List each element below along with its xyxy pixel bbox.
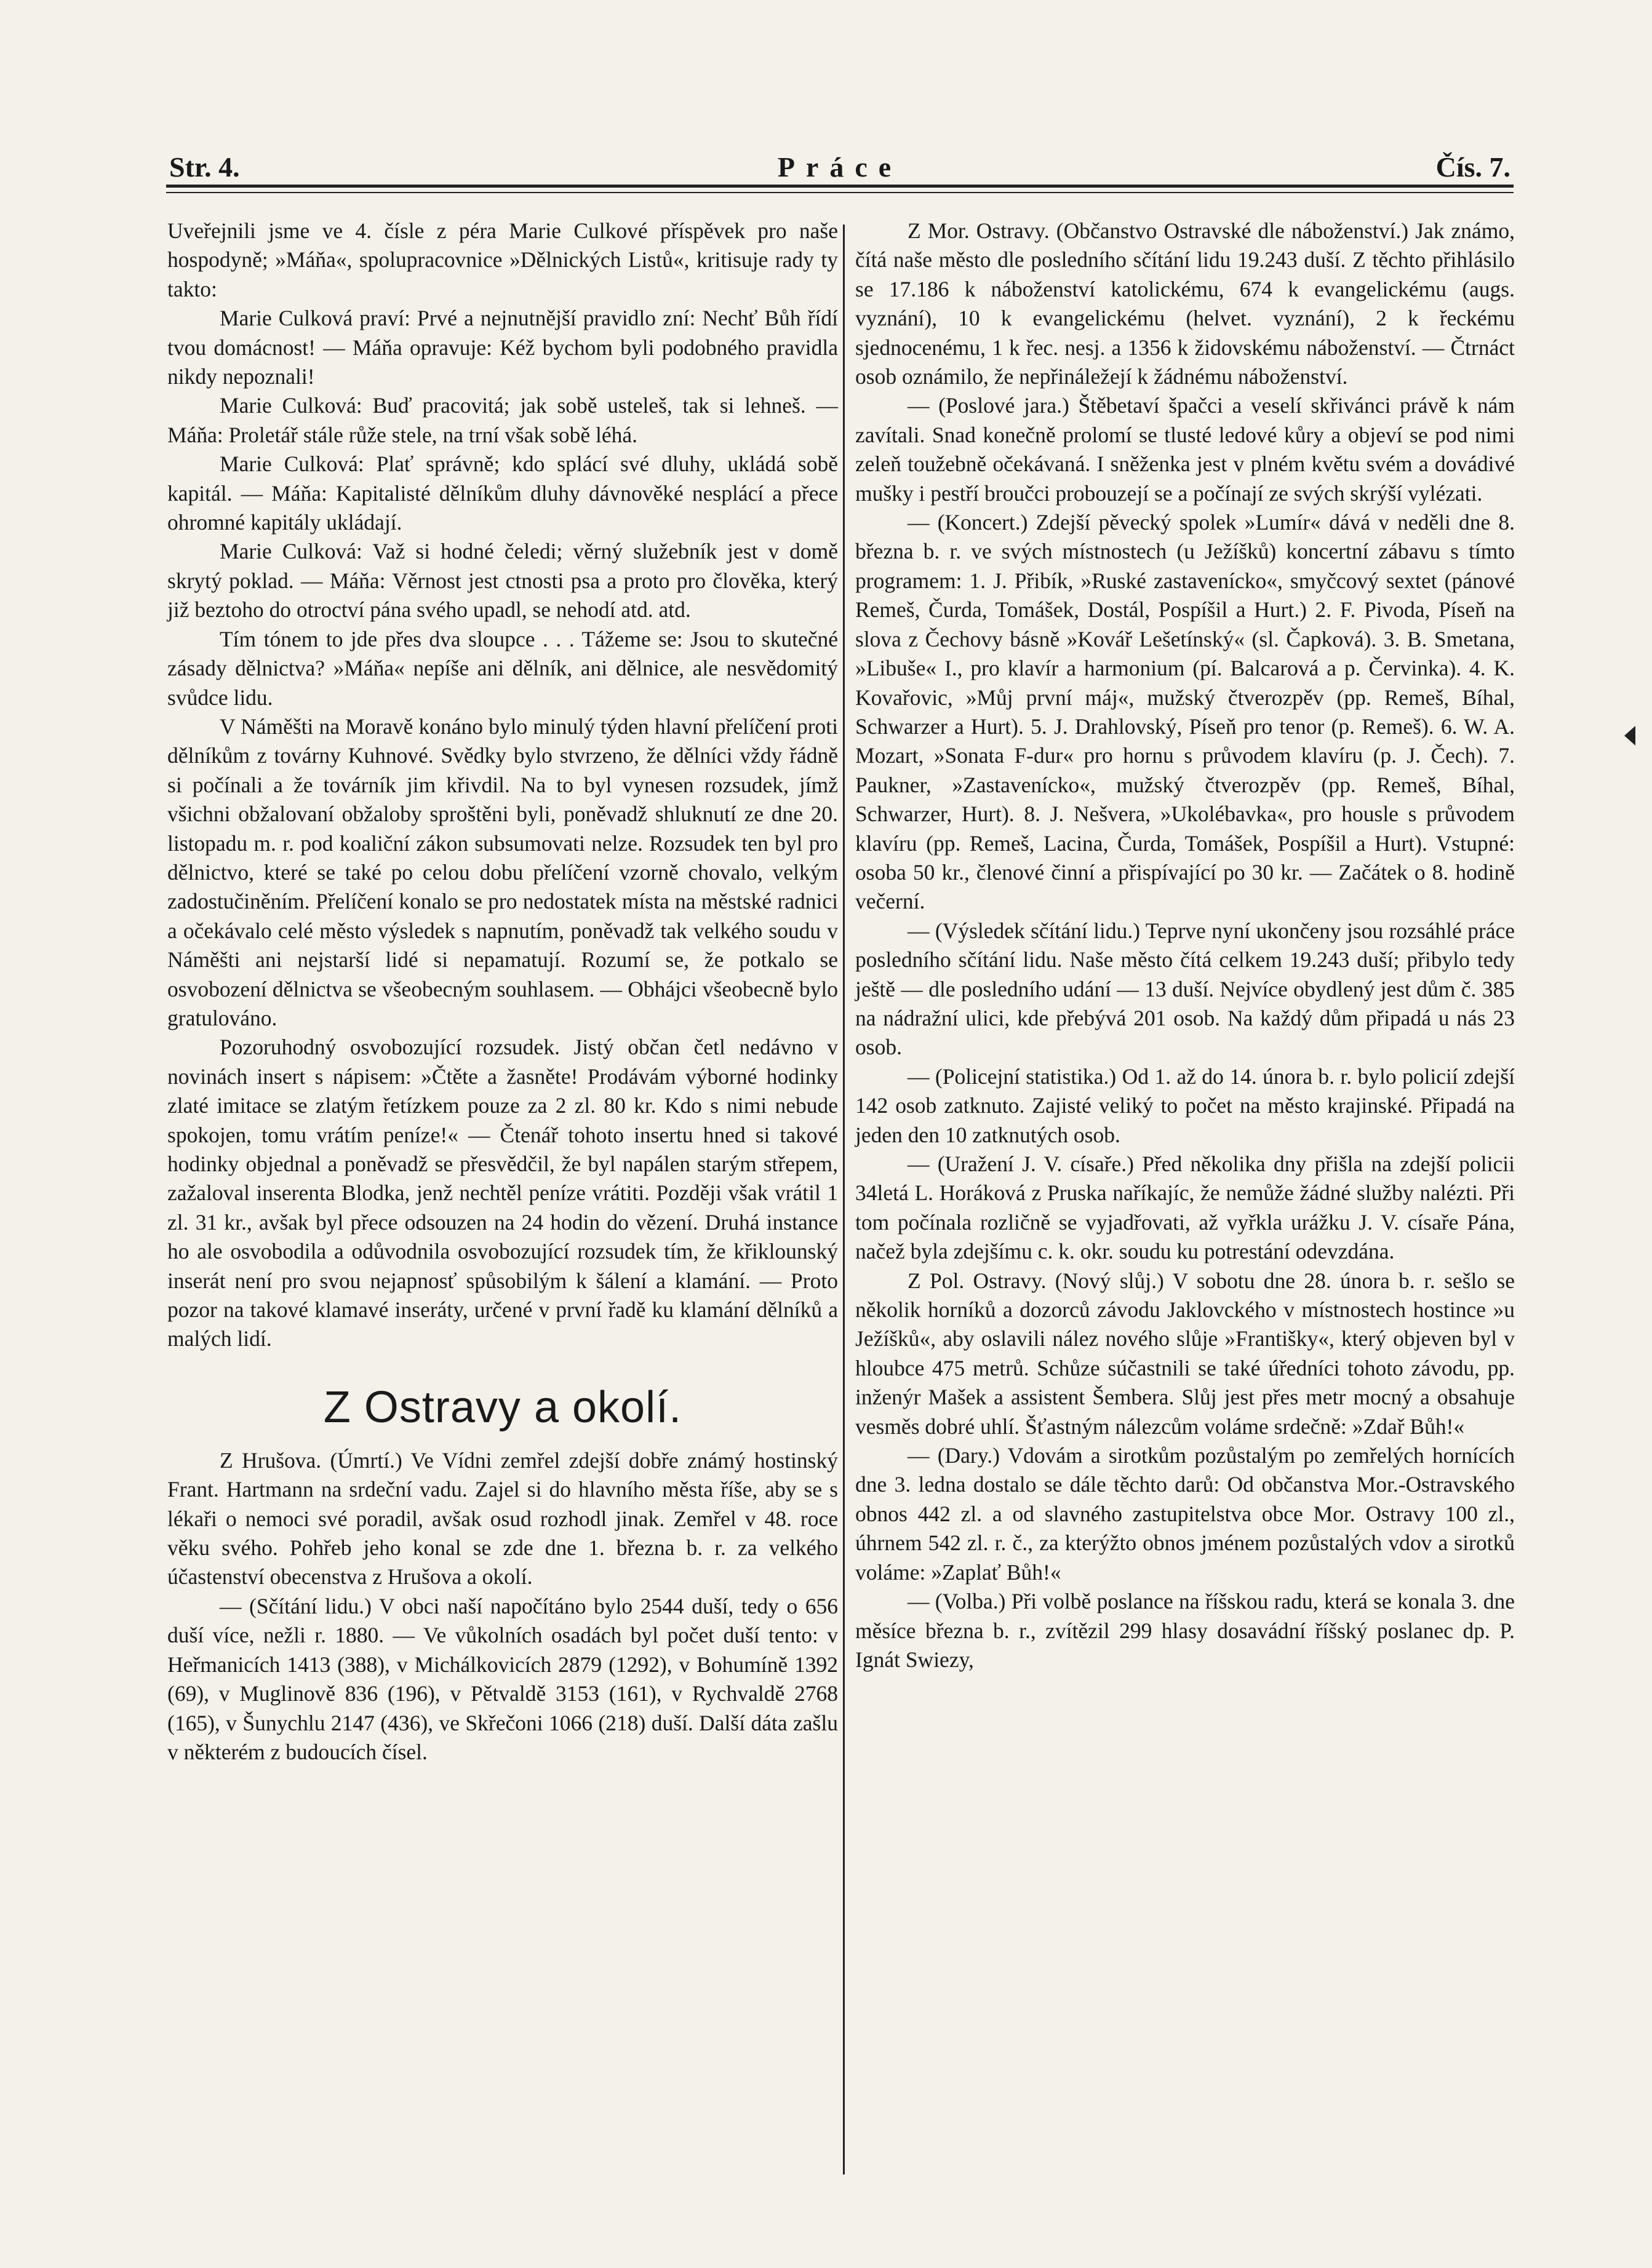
margin-arrow-icon <box>1624 726 1635 746</box>
article-culkova-intro: Uveřejnili jsme ve 4. čísle z péra Marie Culkové příspěvek pro naše hospodyně; »Máňa«, spolupracovnice »Dělnických Listů«, kritisuje rady ty takto: <box>167 218 838 301</box>
article-spring-messengers: — (Poslové jara.) Štěbetaví špačci a veselí skřivánci právě k nám zavítali. Snad konečně prolomí se tlusté ledové kůry a objeví se pod nimi zeleň toužebně očekávaná. I sněženka jest v plném květu svém a dovádivé mušky i pestří broučci probouzejí se a počínají ze svých skrýší vylézati. <box>855 393 1515 506</box>
masthead-title: Práce <box>777 151 903 183</box>
article-election: — (Volba.) Při volbě poslance na říšskou radu, která se konala 3. dne měsíce března b. r., zvítězil 299 hlasy dosavádní říšský poslanec dp. P. Ignát Swiezy, <box>855 1589 1515 1672</box>
page-number: Str. 4. <box>169 151 240 183</box>
article-hrusov-death: Z Hrušova. (Úmrtí.) Ve Vídni zemřel zdejší dobře známý hostinský Frant. Hartmann na srdeční vadu. Zajel si do hlavního města říše, aby se s lékaři o nemoci své poradil, avšak osud rozhodl jinak. Zemřel v 48. roce věku svého. Pohřeb jeho konal se zde dne 1. března b. r. za velkého účastenství obecenstva z Hrušova a okolí. <box>167 1447 838 1590</box>
article-culkova-rule-1: Marie Culková praví: Prvé a nejnutnější pravidlo zní: Nechť Bůh řídí tvou domácnost! — Máňa opravuje: Kéž bychom byli podobného pravidla nikdy nepoznali! <box>167 306 838 389</box>
article-culkova-rule-4: Marie Culková: Važ si hodné čeledi; věrný služebník jest v domě skrytý poklad. — Máňa: Věrnost jest ctnosti psa a proto pro člověka, který již beztoho do otroctví pána svého upadl, se nehodí atd. atd. <box>167 539 838 623</box>
section-title-ostrava: Z Ostravy a okolí. <box>323 1382 682 1432</box>
article-concert: — (Koncert.) Zdejší pěvecký spolek »Lumír« dává v neděli dne 8. března b. r. ve svých místnostech (u Ježíšků) koncertní zábavu s tímto programem: 1. J. Přibík, »Ruské zastavenícko«, smyčcový sextet (pánové Remeš, Čurda, Tomášek, Dostál, Pospíšil a Hurt.) 2. F. Pivoda, Píseň na slova z Čechovy básně »Kovář Lešetínský« (sl. Čapková). 3. B. Smetana, »Libuše« I., pro klavír a harmonium (pí. Balcarová a p. Červinka). 4. K. Kovařovic, »Můj první máj«, mužský čtverozpěv (pp. Remeš, Bíhal, Schwarzer a Hurt). 5. J. Drahlovský, Píseň pro tenor (p. Remeš). 6. W. A. Mozart, »Sonata F-dur« pro hornu s průvodem klavíru (p. J. Čech). 7. Paukner, »Zastavenícko«, mužský čtverozpěv (pp. Remeš, Bíhal, Schwarzer, Hurt). 8. J. Nešvera, »Ukolébavka«, pro housle s průvodem klavíru (pp. Remeš, Lacina, Čurda, Tomášek, Pospíšil a Hurt). Vstupné: osoba 50 kr., členové činní a přispívající po 30 kr. — Začátek o 8. hodině večerní. <box>855 510 1515 914</box>
article-culkova-rule-2: Marie Culková: Buď pracovitá; jak sobě usteleš, tak si lehneš. — Máňa: Proletář stále růže stele, na trní však sobě léhá. <box>167 393 838 447</box>
right-column <box>855 217 1515 1674</box>
issue-number: Čís. 7. <box>1435 151 1510 183</box>
article-ostrava-religion: Z Mor. Ostravy. (Občanstvo Ostravské dle náboženství.) Jak známo, čítá naše město dle posledního sčítání lidu 19.243 duší. Z těchto přihlásilo se 17.186 k náboženství katolickému, 674 k evangelickému (augs. vyznání), 10 k evangelickému (helvet. vyznání), 2 k řeckému sjednocenému, 1 k řec. nesj. a 1356 k židovskému náboženství. — Čtrnáct osob oznámilo, že nepřináležejí k žádnému náboženství. <box>855 218 1515 389</box>
header-rule-thin <box>166 192 1514 193</box>
article-emperor-insult: — (Uražení J. V. císaře.) Před několika dny přišla na zdejší policii 34letá L. Horáková z Pruska naříkajíc, že nemůže žádné služby nalézti. Při tom počínala rozličně se vyjadřovati, až vyřkla urážku J. V. císaře Pána, načež byla zdejšímu c. k. okr. soudu ku potrestání odevzdána. <box>855 1152 1515 1264</box>
article-culkova-conclusion: Tím tónem to jde přes dva sloupce . . . Tážeme se: Jsou to skutečné zásady dělnictva? »Máňa« nepíše ani dělník, ani dělnice, ale nesvědomitý svůdce lidu. <box>167 626 838 710</box>
article-census-result: — (Výsledek sčítání lidu.) Teprve nyní ukončeny jsou rozsáhlé práce posledního sčítání lidu. Naše město čítá celkem 19.243 duší; přibylo tedy ještě — dle posledního udání — 13 duší. Nejvíce obydlený jest dům č. 385 na nádražní ulici, kde přebývá 201 osob. Na každý dům připadá u nás 23 osob. <box>855 918 1515 1060</box>
article-namest-trial: V Náměšti na Moravě konáno bylo minulý týden hlavní přelíčení proti dělníkům z továrny Kuhnové. Svědky bylo stvrzeno, že dělníci vždy řádně si počínali a že továrník jim křivdil. Na to byl vynesen rozsudek, jímž všichni obžalovaní obžaloby sproštěni byli, poněvadž shluknutí ze dne 20. listopadu m. r. pod koaliční zákon subsumovati nelze. Rozsudek ten byl pro dělnictvo, které se také po celou dobu přelíčení vzorně chovalo, velkým zadostučiněním. Přelíčení konalo se pro nedostatek místa na městské radnici a očekávalo celé město výsledek s napnutím, poněvadž tak velkého soudu v Náměšti ani nejstarší lidé si nepamatují. Rozumí se, že potkalo se osvobození dělnictva se všeobecným souhlasem. — Obhájci všeobecně bylo gratulováno. <box>167 714 838 1030</box>
article-new-seam: Z Pol. Ostravy. (Nový slůj.) V sobotu dne 28. února b. r. sešlo se několik horníků a dozorců závodu Jaklovckého v místnostech hostince »u Ježíšků«, aby oslavili nález nového slůje »Františky«, který objeven byl v hloubce 475 metrů. Schůze súčastnili se také úředníci tohoto závodu, pp. inženýr Mašek a assistent Šembera. Slůj jest přes metr mocný a obsahuje vesměs dobré uhlí. Šťastným nálezcům voláme srdečně: »Zdař Bůh!« <box>855 1268 1515 1439</box>
article-donations: — (Dary.) Vdovám a sirotkům pozůstalým po zemřelých hornících dne 3. ledna dostalo se dále těchto darů: Od občanstva Mor.-Ostravského obnos 442 zl. a od slavného zastupitelstva obce Mor. Ostravy 100 zl., úhrnem 542 zl. r. č., za kterýžto obnos jménem pozůstalých vdov a sirotků voláme: »Zaplať Bůh!« <box>855 1443 1515 1585</box>
article-hrusov-census: — (Sčítání lidu.) V obci naší napočítáno bylo 2544 duší, tedy o 656 duší více, nežli r. 1880. — Ve vůkolních osadách byl počet duší tento: v Heřmanicích 1413 (388), v Michálkovicích 2879 (1292), v Bohumíně 1392 (69), v Muglinově 836 (196), v Pětvaldě 3153 (161), v Rychvaldě 2768 (165), v Šunychlu 2147 (436), ve Skřečoni 1066 (218) duší. Další dáta zašlu v některém z budoucích čísel. <box>167 1593 838 1764</box>
header-rule-thick <box>166 185 1514 188</box>
left-column <box>167 217 838 1767</box>
article-acquittal-verdict: Pozoruhodný osvobozující rozsudek. Jistý občan četl nedávno v novinách insert s nápisem: »Čtěte a žasněte! Prodávám výborné hodinky zlaté imitace se zlatým řetízkem pouze za 2 zl. 80 kr. Kdo s nimi nebude spokojen, tomu vrátím peníze!« — Čtenář tohoto insertu hned si takové hodinky objednal a poněvadž se přesvědčil, že byl napálen starým střepem, zažaloval inserenta Blodka, jenž nechtěl peníze vrátiti. Později však vrátil 1 zl. 31 kr., avšak byl přece odsouzen na 24 hodin do vězení. Druhá instance ho ale osvobodila a odůvodnila osvobozující rozsudek tím, že křiklounský inserát není pro svou nejapnosť spůsobilým k šálení a klamání. — Proto pozor na takové klamavé inseráty, určené v první řadě ku klamání dělníků a malých lidí. <box>167 1035 838 1351</box>
column-divider <box>843 225 845 2174</box>
page-header <box>169 151 1510 188</box>
article-culkova-rule-3: Marie Culková: Plať správně; kdo splácí své dluhy, ukládá sobě kapitál. — Máňa: Kapitalisté dělníkům dluhy dávnověké nesplácí a přece ohromné kapitály ukládají. <box>167 452 838 535</box>
article-police-statistics: — (Policejní statistika.) Od 1. až do 14. února b. r. bylo policií zdejší 142 osob zatknuto. Zajisté veliký to počet na město krajinské. Připadá na jeden den 10 zatknutých osob. <box>855 1064 1515 1147</box>
